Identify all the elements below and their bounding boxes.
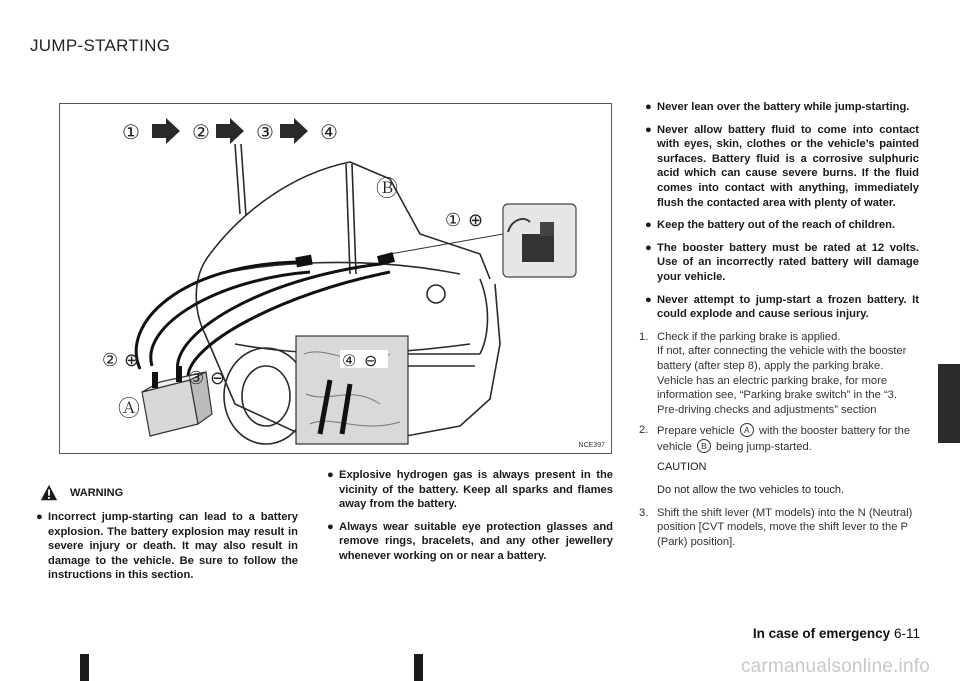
warning-item-text: Keep the battery out of the reach of children. (657, 219, 896, 232)
step-text: being jump-started. (716, 440, 812, 453)
step-text: Prepare vehicle (657, 425, 735, 438)
warning-item-text: Incorrect jump-starting can lead to a battery explosion. The battery explosion may result in severe injury or death. It may also result in damage to the vehicle. Be sure to follow the instructions in this section. (48, 511, 298, 582)
seq-1: ① (122, 120, 140, 144)
warning-item (639, 123, 919, 211)
section-title: JUMP-STARTING (30, 36, 171, 55)
callout-3: ③ (188, 368, 205, 389)
seq-4: ④ (320, 120, 338, 144)
procedure-step-3 (639, 506, 919, 550)
procedure-step-1 (639, 330, 919, 418)
arrow-right-icon (280, 118, 308, 144)
warning-heading (40, 484, 298, 502)
bullet-icon: ● (645, 123, 652, 136)
binding-mark (414, 654, 423, 681)
vehicle-b-mark: B (697, 439, 711, 453)
step-text: Check if the parking brake is applied. (657, 330, 841, 343)
warning-heading-label: WARNING (70, 486, 124, 499)
warning-column-middle (321, 468, 613, 572)
footer-page: 6-11 (893, 626, 920, 641)
vehicle-a-mark: A (740, 423, 754, 437)
bullet-icon: ● (645, 293, 652, 306)
warning-column-left (30, 484, 298, 591)
warning-item (30, 510, 298, 583)
warning-item-text: Never attempt to jump-start a frozen battery. It could explode and cause serious injury. (657, 293, 919, 321)
page-footer (753, 626, 920, 641)
content-column-right (639, 100, 919, 555)
sequence-arrows (152, 118, 308, 144)
jump-start-illustration (59, 103, 612, 454)
caution-box (657, 460, 919, 497)
arrow-right-icon (216, 118, 244, 144)
warning-item (639, 100, 919, 115)
warning-item-text: Never lean over the battery while jump-starting. (657, 101, 910, 113)
bullet-icon: ● (645, 241, 652, 254)
chapter-tab (938, 364, 960, 443)
bullet-icon: ● (327, 469, 334, 481)
caution-text: Do not allow the two vehicles to touch. (657, 484, 845, 497)
step-text: Shift the shift lever (MT models) into the N (Neutral) position [CVT models, move the shift lever to the P (Park) position]. (657, 506, 913, 548)
warning-item-text: The booster battery must be rated at 12 volts. Use of an incorrectly rated battery will damage your vehicle. (657, 241, 919, 283)
warning-item-text: Always wear suitable eye protection glasses and remove rings, bracelets, and any other jewellery whenever working on or near a battery. (339, 520, 613, 562)
bullet-icon: ● (645, 101, 652, 113)
seq-2: ② (192, 120, 210, 144)
vehicle-b-label: Ⓑ (376, 177, 399, 202)
warning-triangle-icon (40, 484, 58, 502)
footer-section: In case of emergency (752, 626, 891, 641)
illustration-drawing (60, 104, 611, 453)
bullet-icon: ● (327, 520, 334, 533)
step-text: with the booster battery for the vehicle (657, 425, 911, 453)
step-number: 2. (639, 424, 649, 437)
binding-mark (80, 654, 89, 681)
warning-item-text: Explosive hydrogen gas is always present in the vicinity of the battery. Keep all sparks and flames away from the battery. (339, 469, 613, 511)
warning-item (639, 218, 919, 233)
plus-icon: ⊕ (468, 210, 484, 231)
arrow-right-icon (152, 118, 180, 144)
step-text: Vehicle has an electric parking brake, for more information see, “Parking brake switch” in the “3. Pre-driving checks and adjustments” section (657, 374, 898, 416)
callout-1: ① (445, 210, 462, 231)
bullet-icon: ● (645, 219, 652, 232)
figure-code: NCE397 (578, 442, 605, 449)
procedure-step-2 (639, 423, 919, 454)
minus-icon: ⊖ (364, 351, 378, 370)
warning-item (639, 293, 919, 322)
watermark: carmanualsonline.info (740, 656, 930, 677)
warning-item (321, 520, 613, 564)
warning-item-text: Never allow battery fluid to come into contact with eyes, skin, clothes or the vehicle’s painted surfaces. Battery fluid is a corrosive sulphuric acid which can cause severe burns. If the fluid comes into contact with anything, immediately flush the contacted area with plenty of water. (657, 123, 919, 209)
vehicle-a-label: Ⓐ (118, 397, 141, 422)
warning-item (321, 468, 613, 512)
step-text: If not, after connecting the vehicle with the booster battery (after step 8), apply the parking brake. (657, 345, 907, 372)
seq-3: ③ (256, 120, 274, 144)
step-number: 3. (639, 506, 649, 519)
warning-item (639, 241, 919, 285)
callout-2: ② (102, 350, 119, 371)
step-number: 1. (639, 330, 649, 343)
plus-icon: ⊕ (124, 350, 140, 371)
callout-4: ④ (342, 351, 357, 370)
minus-icon: ⊖ (210, 368, 226, 389)
bullet-icon: ● (36, 511, 43, 523)
caution-heading: CAUTION (657, 461, 707, 474)
